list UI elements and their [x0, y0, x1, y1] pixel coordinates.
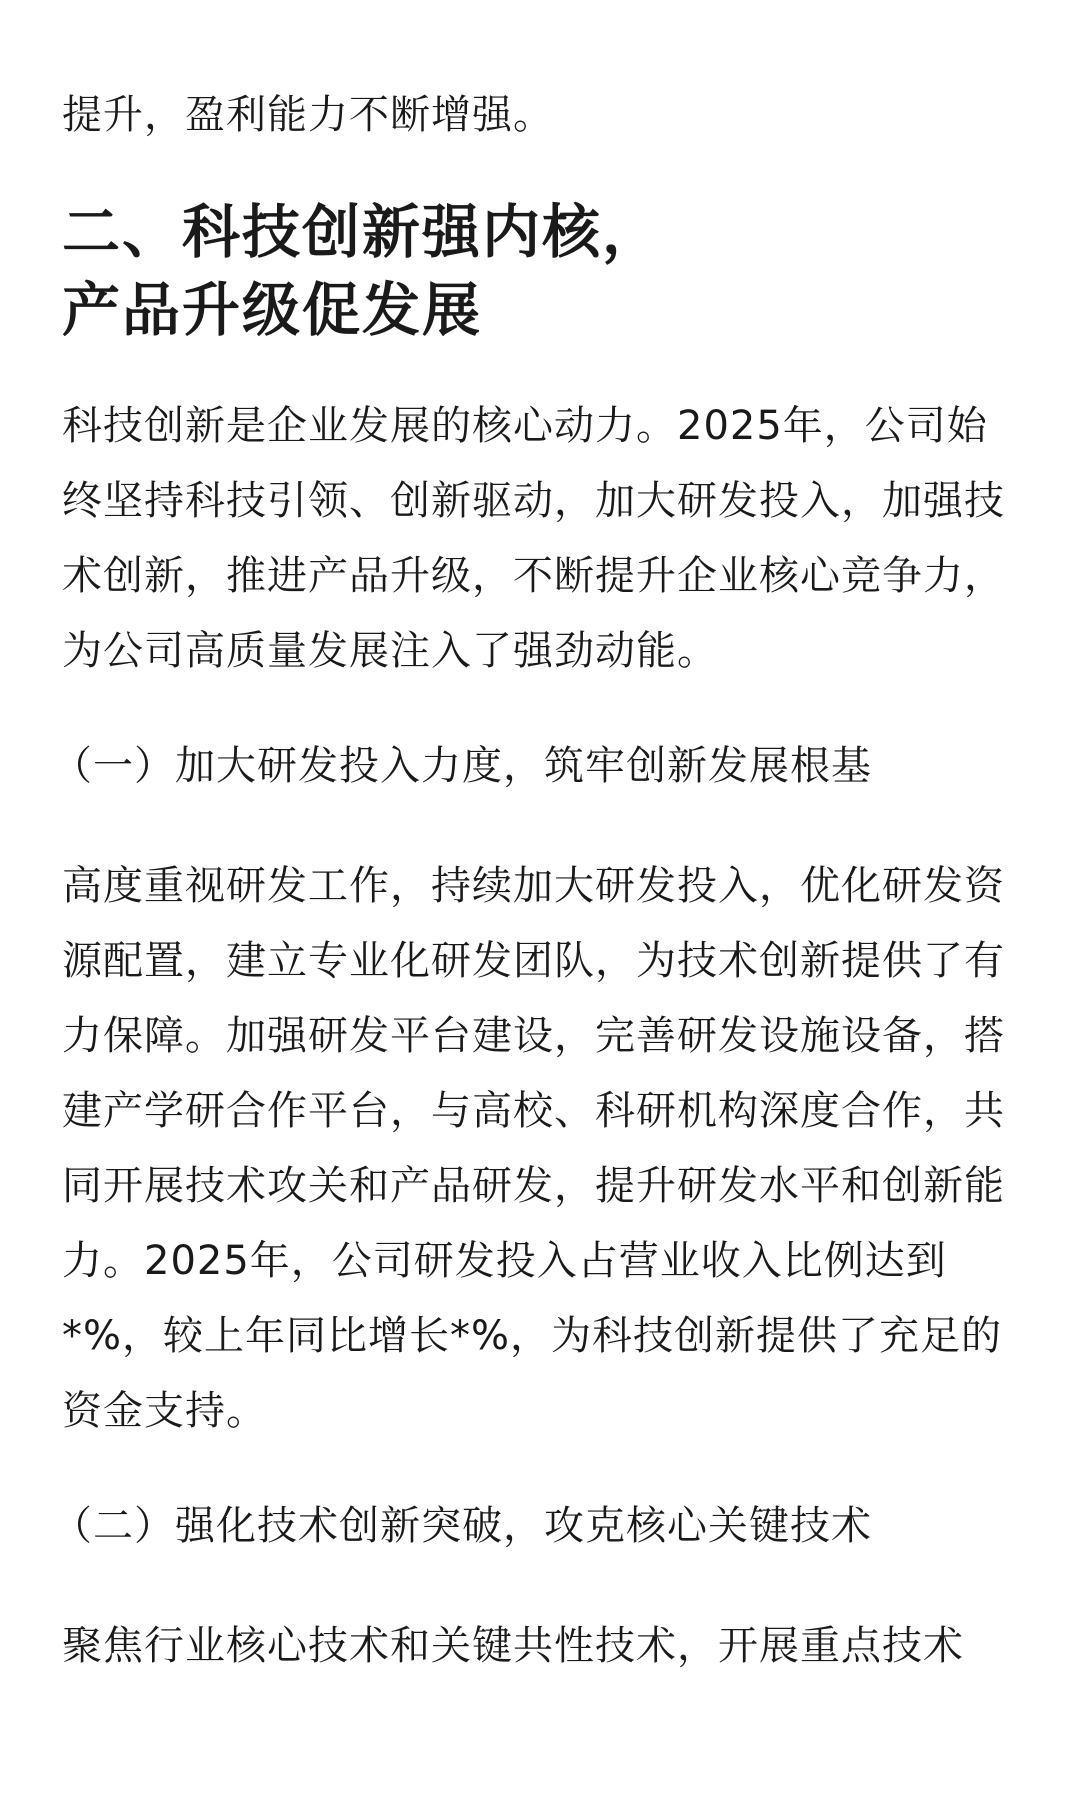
- section-lead-paragraph: 科技创新是企业发展的核心动力。2025年，公司始终坚持科技引领、创新驱动，加大研发投入，加强技术创新，推进产品升级，不断提升企业核心竞争力，为公司高质量发展注入了强劲动能。: [62, 403, 1005, 674]
- section-heading-line2: 产品升级促发展: [62, 276, 483, 344]
- article-body: [52, 78, 1022, 1684]
- subsection-2-paragraph-start: 聚焦行业核心技术和关键共性技术，开展重点技术: [62, 1623, 964, 1669]
- section-heading-line1: 二、科技创新强内核，: [62, 198, 663, 266]
- intro-paragraph-tail: 提升，盈利能力不断增强。: [62, 92, 554, 138]
- subsection-1-title: （一）加大研发投入力度，筑牢创新发展根基: [52, 743, 872, 789]
- subsection-1-paragraph: 高度重视研发工作，持续加大研发投入，优化研发资源配置，建立专业化研发团队，为技术创新提供了有力保障。加强研发平台建设，完善研发设施设备，搭建产学研合作平台，与高校、科研机构深度合作，共同开展技术攻关和产品研发，提升研发水平和创新能力。2025年，公司研发投入占营业收入比例达到*%，较上年同比增长*%，为科技创新提供了充足的资金支持。: [62, 863, 1005, 1434]
- section-heading: [62, 193, 1022, 349]
- subsection-2-title: （二）强化技术创新突破，攻克核心关键技术: [52, 1503, 872, 1549]
